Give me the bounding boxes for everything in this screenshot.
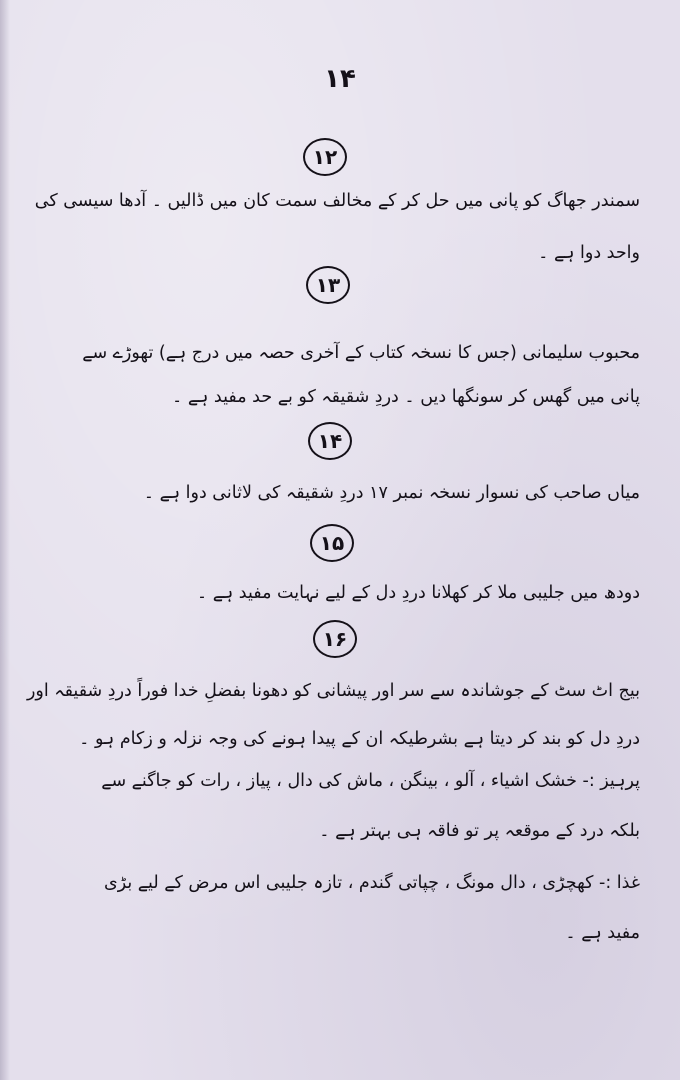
text-line: بلکہ درد کے موقعہ پر تو فاقہ ہی بہتر ہے ۔ <box>319 821 640 841</box>
section-number-badge: ۱۶ <box>313 620 357 658</box>
text-line: بیج اٹ سٹ کے جوشاندہ سے سر اور پیشانی کو دھونا بفضلِ خدا فوراً دردِ شقیقہ اور <box>26 681 640 701</box>
section-number-badge: ۱۳ <box>306 266 350 304</box>
text-line: میاں صاحب کی نسوار نسخہ نمبر ۱۷ دردِ شقیقہ کی لاثانی دوا ہے ۔ <box>143 483 640 503</box>
text-line: غذا :- کھچڑی ، دال مونگ ، چپاتی گندم ، تازہ جلیبی اس مرض کے لیے بڑی <box>104 873 640 893</box>
text-line: دردِ دل کو بند کر دیتا ہے بشرطیکہ ان کے پیدا ہونے کی وجہ نزلہ و زکام ہو ۔ <box>79 729 640 749</box>
text-line: محبوب سلیمانی (جس کا نسخہ کتاب کے آخری حصہ میں درج ہے) تھوڑے سے <box>82 343 640 363</box>
section-number-badge: ۱۵ <box>310 524 354 562</box>
section-number-badge: ۱۲ <box>303 138 347 176</box>
section-number-badge: ۱۴ <box>308 422 352 460</box>
page-edge-shadow <box>0 0 10 1080</box>
text-line: سمندر جھاگ کو پانی میں حل کر کے مخالف سمت کان میں ڈالیں ۔ آدھا سیسی کی <box>34 191 640 211</box>
text-line: دودھ میں جلیبی ملا کر کھلانا دردِ دل کے لیے نہایت مفید ہے ۔ <box>196 583 640 603</box>
page-number: ۱۴ <box>324 64 356 94</box>
text-line: مفید ہے ۔ <box>565 923 640 943</box>
text-line: پرہیز :- خشک اشیاء ، آلو ، بینگن ، ماش کی دال ، پیاز ، رات کو جاگنے سے <box>101 771 640 791</box>
text-line: پانی میں گھس کر سونگھا دیں ۔ دردِ شقیقہ کو بے حد مفید ہے ۔ <box>172 387 640 407</box>
text-line: واحد دوا ہے ۔ <box>538 243 640 263</box>
